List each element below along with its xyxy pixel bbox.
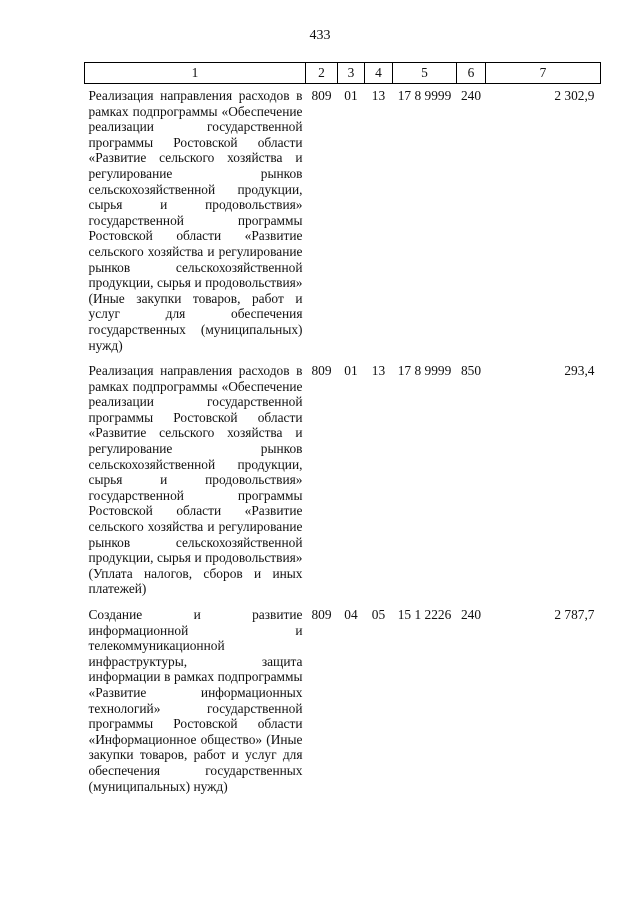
table-row bbox=[85, 359, 601, 603]
page-number: 433 bbox=[309, 28, 331, 43]
table-header-row bbox=[85, 63, 601, 84]
target-article-code: 15 1 2226 bbox=[397, 607, 452, 622]
ministry-code: 809 bbox=[311, 88, 332, 103]
section-code: 01 bbox=[344, 88, 358, 103]
expense-name: Создание и развитие информационной и телекоммуникационной инфраструктуры, защита информации в рамках подпрограммы «Развитие информационных технологий» государственной программы Ростовской области «Информационное общество» (Иные закупки товаров, работ и услуг для обеспечения государственных (муниципальных) нужд) bbox=[88, 607, 303, 794]
target-article-code: 17 8 9999 bbox=[397, 363, 452, 379]
column-header: 7 bbox=[486, 63, 601, 84]
column-header: 4 bbox=[365, 63, 393, 84]
amount: 2 787,7 bbox=[554, 607, 595, 622]
subsection-code: 05 bbox=[371, 607, 386, 622]
expense-type-code: 240 bbox=[460, 607, 482, 622]
ministry-code: 809 bbox=[311, 607, 332, 622]
section-code: 01 bbox=[344, 363, 358, 379]
section-code: 04 bbox=[344, 607, 358, 622]
subsection-code: 13 bbox=[371, 363, 386, 379]
budget-table bbox=[84, 62, 601, 794]
column-header: 5 bbox=[393, 63, 457, 84]
expense-name: Реализация направления расходов в рамках подпрограммы «Обеспечение реализации государственной программы Ростовской области «Развитие сельского хозяйства и регулирование рынков сельскохозяйственной продукции, сырья и продовольствия» государственной программы Ростовской области «Развитие сельского хозяйства и регулирование рынков сельскохозяйственной продукции, сырья и продовольствия» (Иные закупки товаров, работ и услуг для обеспечения государственных (муниципальных) нужд) bbox=[88, 88, 303, 353]
column-header: 2 bbox=[306, 63, 338, 84]
column-header: 6 bbox=[457, 63, 486, 84]
column-header: 3 bbox=[338, 63, 365, 84]
expense-name: Реализация направления расходов в рамках подпрограммы «Обеспечение реализации государственной программы Ростовской области «Развитие сельского хозяйства и регулирование рынков сельскохозяйственной продукции, сырья и продовольствия» государственной программы Ростовской области «Развитие сельского хозяйства и регулирование рынков сельскохозяйственной продукции, сырья и продовольствия» (Уплата налогов, сборов и иных платежей) bbox=[88, 363, 303, 597]
amount: 293,4 bbox=[564, 363, 595, 379]
ministry-code: 809 bbox=[311, 363, 332, 379]
expense-type-code: 850 bbox=[460, 363, 482, 379]
table-row bbox=[85, 603, 601, 794]
target-article-code: 17 8 9999 bbox=[397, 88, 452, 103]
amount: 2 302,9 bbox=[554, 88, 595, 103]
column-header: 1 bbox=[85, 63, 306, 84]
subsection-code: 13 bbox=[371, 88, 386, 103]
expense-type-code: 240 bbox=[460, 88, 482, 103]
table-row bbox=[85, 84, 601, 360]
